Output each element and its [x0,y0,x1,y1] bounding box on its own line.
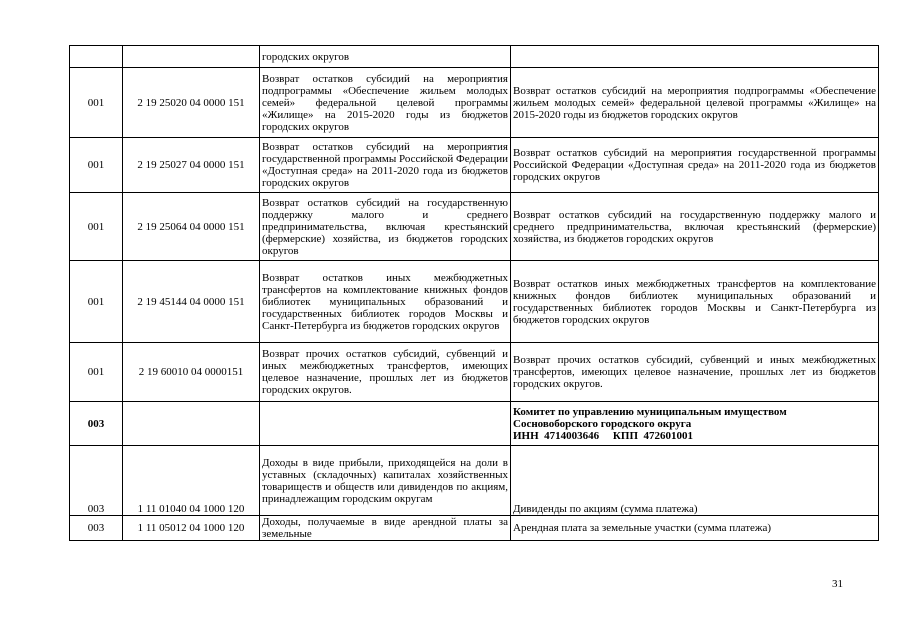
org-tax-ids: ИНН 4714003646 КПП 472601001 [513,429,694,442]
org-code-cell: 003 [70,516,123,541]
org-name-line: Сосновоборского городского округа [513,417,692,430]
name-cell: Возврат прочих остатков субсидий, субвенций и иных межбюджетных трансфертов, имеющих целевое назначение, прошлых лет из бюджетов городских округов. [511,343,879,402]
name-cell: Арендная плата за земельные участки (сумма платежа) [511,516,879,541]
revenue-codes-table [69,45,879,541]
org-code-cell: 001 [70,68,123,138]
name-cell: Возврат остатков субсидий на мероприятия подпрограммы «Обеспечение жильем молодых семей» федеральной целевой программы «Жилище» на 2015-2020 годы из бюджетов городских округов [511,68,879,138]
revenue-code-cell [123,402,260,446]
description-cell: Возврат остатков субсидий на мероприятия государственной программы Российской Федерации «Доступная среда» на 2011-2020 года из бюджетов городских округов [260,138,511,193]
description-cell: Возврат прочих остатков субсидий, субвенций и иных межбюджетных трансфертов, имеющих целевое назначение, прошлых лет из бюджетов городских округов. [260,343,511,402]
table-row [70,446,879,516]
description-cell: Доходы, получаемые в виде арендной платы за земельные [260,516,511,541]
description-cell: Возврат остатков субсидий на государственную поддержку малого и среднего предпринимательства, включая крестьянский (фермерские) хозяйства, из бюджетов городских округов [260,193,511,261]
name-cell [511,46,879,68]
description-cell: городских округов [260,46,511,68]
revenue-code-cell: 1 11 05012 04 1000 120 [123,516,260,541]
description-cell: Возврат остатков иных межбюджетных трансфертов на комплектование книжных фондов библиотек муниципальных образований и государственных библиотек городов Москвы и Санкт-Петербурга из бюджетов городских округов [260,261,511,343]
name-cell: Возврат остатков субсидий на мероприятия государственной программы Российской Федерации «Доступная среда» на 2011-2020 года из бюджетов городских округов [511,138,879,193]
revenue-code-cell: 2 19 60010 04 0000151 [123,343,260,402]
org-code-cell: 003 [70,402,123,446]
table-row [70,343,879,402]
org-code-cell [70,46,123,68]
page-number: 31 [832,578,843,590]
name-cell: Возврат остатков субсидий на государственную поддержку малого и среднего предпринимательства, включая крестьянский (фермерские) хозяйства, из бюджетов городских округов [511,193,879,261]
table-row [70,138,879,193]
revenue-code-cell [123,46,260,68]
table-row [70,516,879,541]
description-cell [260,402,511,446]
revenue-code-cell: 1 11 01040 04 1000 120 [123,446,260,516]
revenue-code-cell: 2 19 45144 04 0000 151 [123,261,260,343]
description-cell: Доходы в виде прибыли, приходящейся на доли в уставных (складочных) капиталах хозяйственных товариществ и обществ или дивидендов по акциям, принадлежащим городским округам [260,446,511,516]
table-row [70,68,879,138]
org-code-cell: 001 [70,343,123,402]
name-cell: Дивиденды по акциям (сумма платежа) [511,446,879,516]
table-row [70,193,879,261]
table-row [70,402,879,446]
org-name-cell [511,402,879,446]
revenue-code-cell: 2 19 25064 04 0000 151 [123,193,260,261]
org-code-cell: 001 [70,138,123,193]
revenue-code-cell: 2 19 25020 04 0000 151 [123,68,260,138]
revenue-code-cell: 2 19 25027 04 0000 151 [123,138,260,193]
org-code-cell: 001 [70,261,123,343]
org-code-cell: 003 [70,446,123,516]
org-name-line: Комитет по управлению муниципальным имуществом [513,405,787,418]
table-row [70,261,879,343]
name-cell: Возврат остатков иных межбюджетных трансфертов на комплектование книжных фондов библиотек муниципальных образований и государственных библиотек городов Москвы и Санкт-Петербурга из бюджетов городских округов [511,261,879,343]
description-cell: Возврат остатков субсидий на мероприятия подпрограммы «Обеспечение жильем молодых семей» федеральной целевой программы «Жилище» на 2015-2020 годы из бюджетов городских округов [260,68,511,138]
table-row [70,46,879,68]
org-code-cell: 001 [70,193,123,261]
